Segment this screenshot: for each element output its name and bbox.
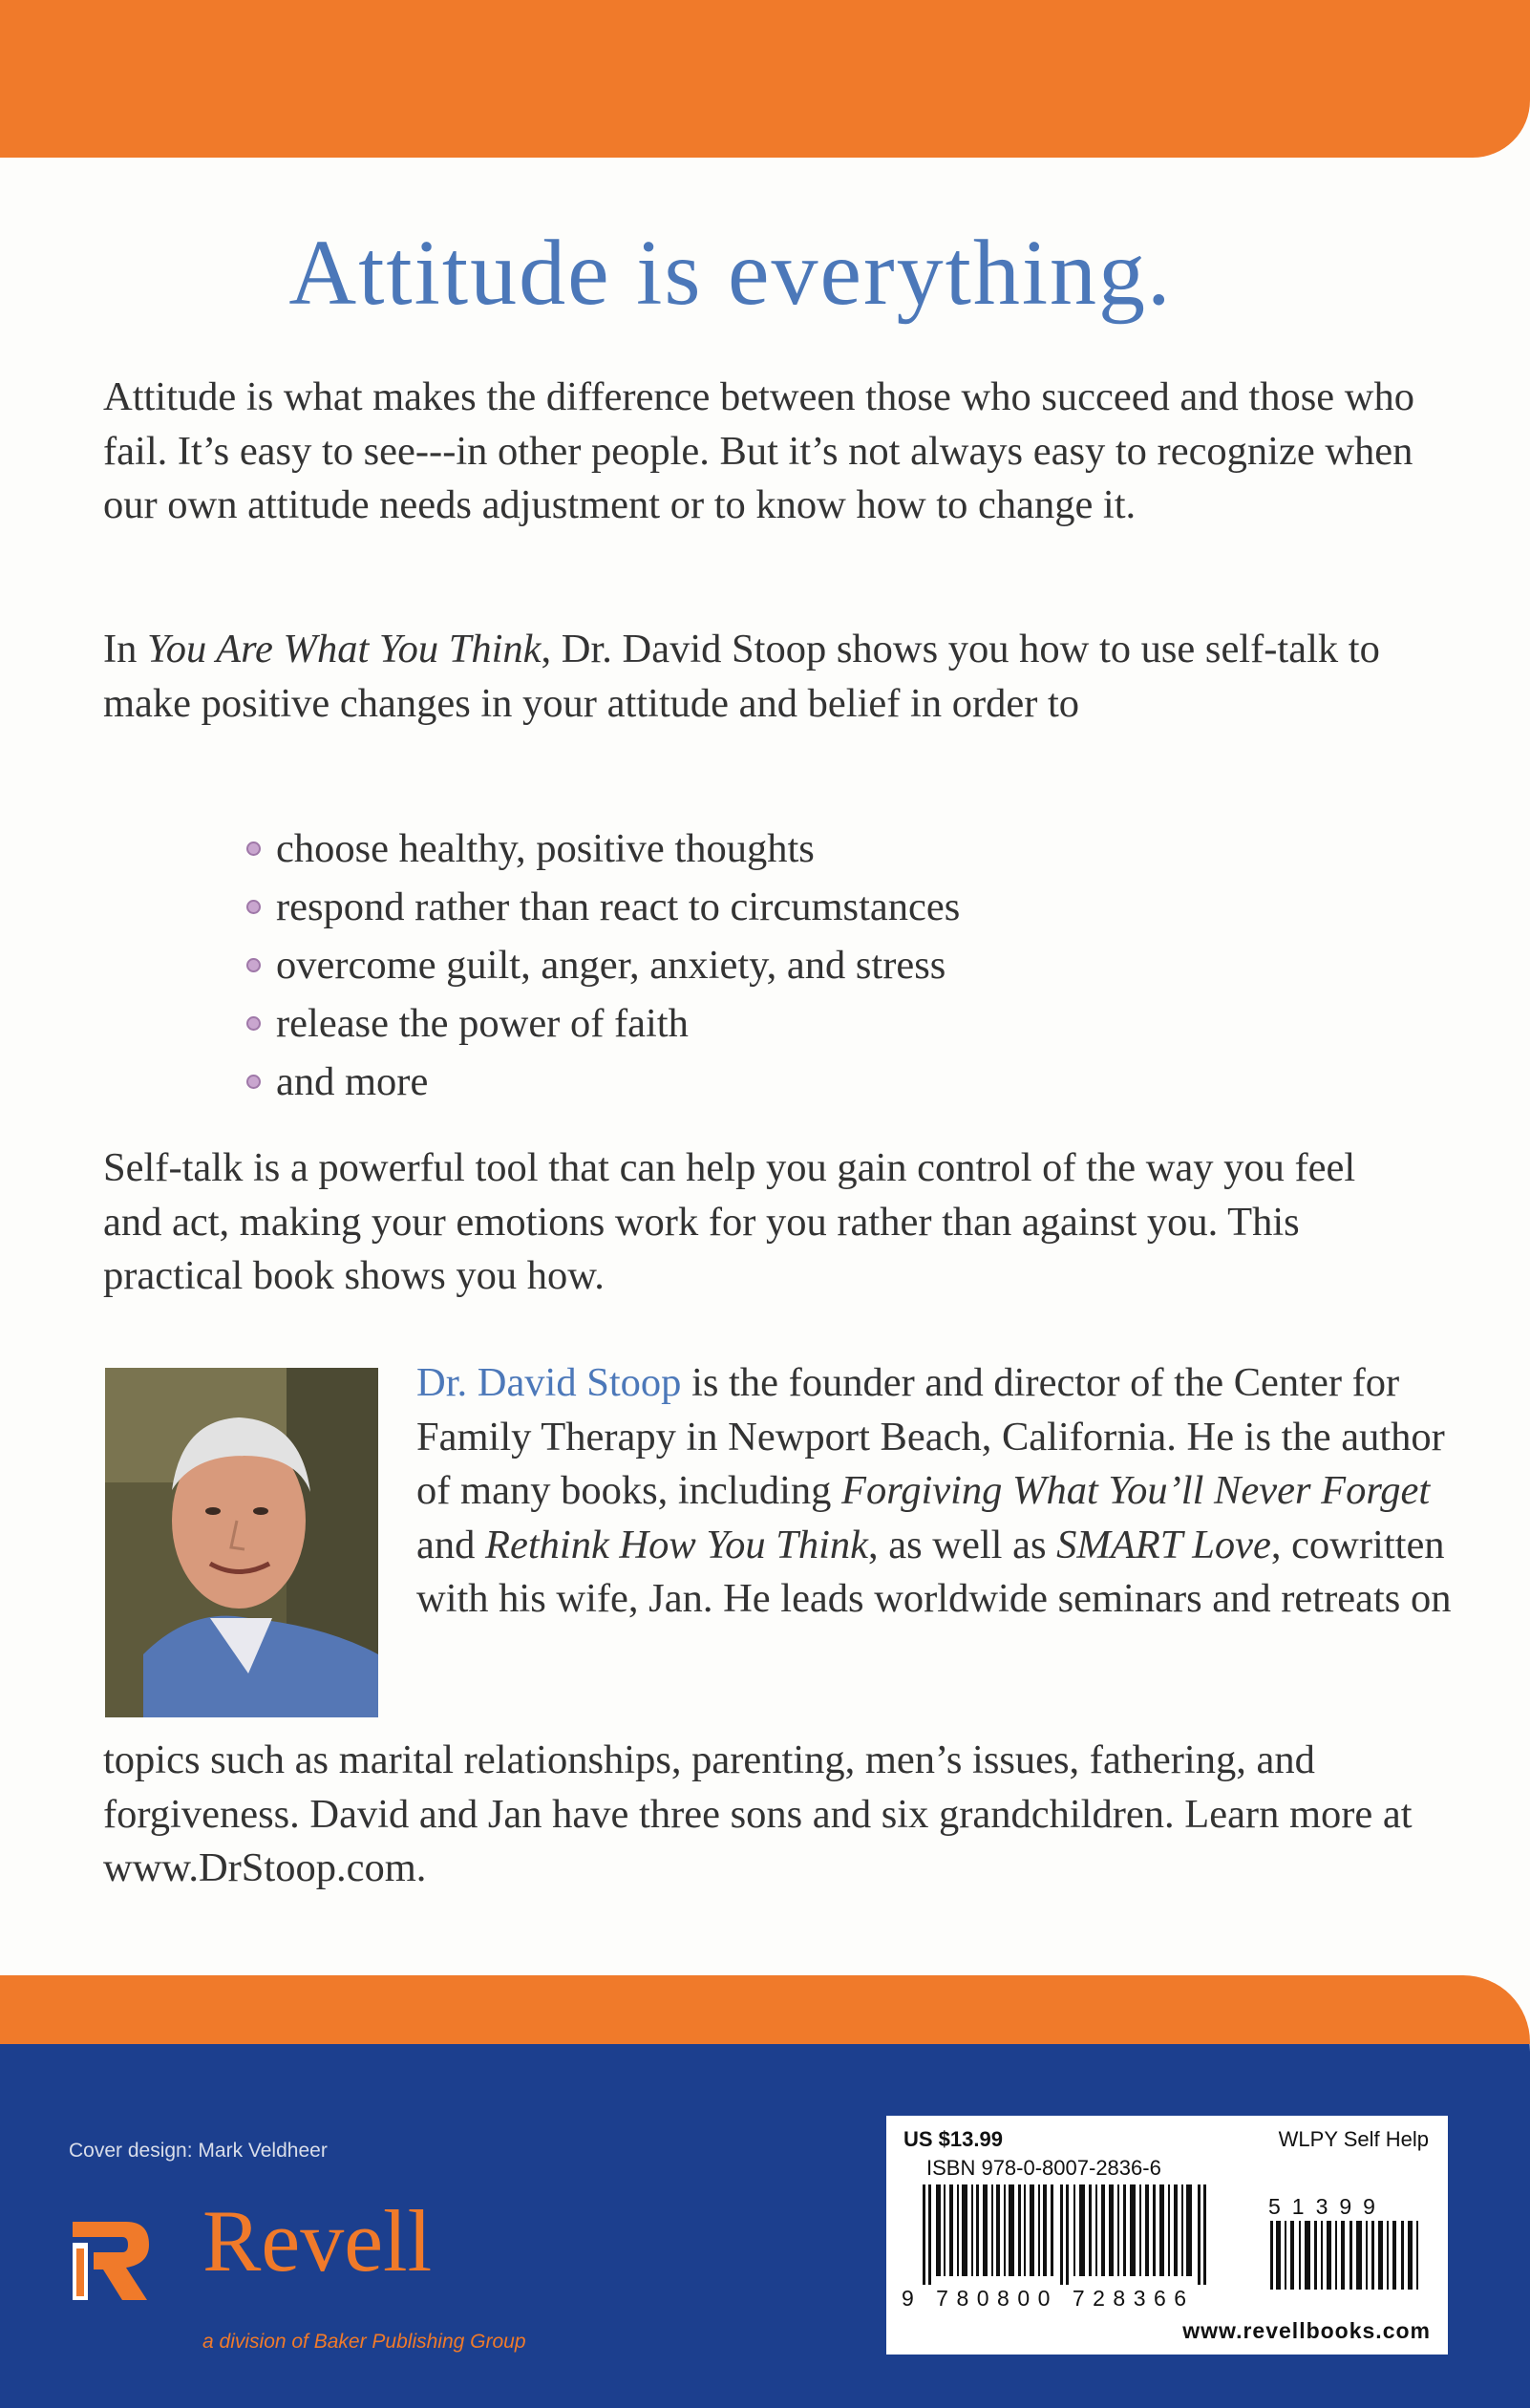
list-item [246,936,960,994]
author-name: Dr. David Stoop [416,1360,682,1405]
lead-paragraph [103,623,1421,731]
list-item [246,994,960,1053]
list-item [246,1053,960,1111]
barcode-bars-icon [902,2184,1255,2285]
author-bio-continued: topics such as marital relationships, parenting, men’s issues, fathering, and forgiveness. David and Jan have three sons and six grandchildren. Learn more at www.DrStoop.com. [103,1737,1413,1890]
category: WLPY Self Help [1278,2127,1429,2151]
list-item-text: release the power of faith [276,1001,689,1046]
list-item-text: overcome guilt, anger, anxiety, and stress [276,943,946,988]
cover-credit: Cover design: Mark Veldheer [69,2140,328,2162]
top-orange-band [0,0,1530,158]
author-bio [416,1356,1467,1627]
bullet-icon [246,900,261,914]
publisher-url: www.revellbooks.com [1182,2318,1431,2343]
bio-text: , as well as [868,1522,1057,1567]
author-photo [105,1368,378,1717]
book-title: You Are What You Think [147,627,542,671]
publisher-tagline: a division of Baker Publishing Group [202,2331,526,2353]
revell-logo-icon [67,2214,153,2304]
barcode-box [886,2116,1448,2355]
list-item-text: respond rather than react to circumstances [276,884,961,929]
lead-suffix: , Dr. David Stoop shows you how to use self-talk to make positive changes in your attitude and belief in order to [103,627,1380,726]
book-title: SMART Love [1056,1522,1271,1567]
lead-prefix: In [103,627,148,671]
book-title: Forgiving What You’ll Never Forget [841,1468,1431,1513]
publisher-name: Revell [202,2192,433,2290]
addon-bars-icon [1268,2221,1431,2290]
closing-paragraph: Self-talk is a powerful tool that can help you gain control of the way you feel and act, making your emotions work for you rather than against you. This practical book shows you how. [103,1145,1356,1298]
list-item-text: and more [276,1059,429,1104]
list-item-text: choose healthy, positive thoughts [276,826,815,871]
headline: Attitude is everything. [288,222,1173,325]
intro-paragraph: Attitude is what makes the difference between those who succeed and those who fail. It’s easy to see---in other people. But it’s not always easy to recognize when our own attitude needs adjustment or to know how to change it. [103,374,1414,527]
isbn: ISBN 978-0-8007-2836-6 [926,2156,1161,2180]
barcode-digits: 9 780800 728366 [902,2286,1195,2311]
bullet-icon [246,958,261,972]
list-item [246,820,960,878]
bio-text: is the founder and director of the Center for Family Therapy in Newport Beach, California. He is the author of many books, including [416,1360,1445,1513]
benefit-list [246,820,960,1111]
price: US $13.99 [903,2127,1003,2151]
bullet-icon [246,842,261,856]
price-code: 51399 [1268,2194,1387,2219]
bullet-icon [246,1075,261,1089]
book-title: Rethink How You Think [485,1522,869,1567]
bullet-icon [246,1016,261,1031]
bio-text: and [416,1522,485,1567]
bio-text: , cowritten with his wife, Jan. He leads worldwide seminars and retreats on [416,1522,1452,1621]
bottom-orange-stripe [0,1975,1530,2044]
list-item [246,878,960,936]
